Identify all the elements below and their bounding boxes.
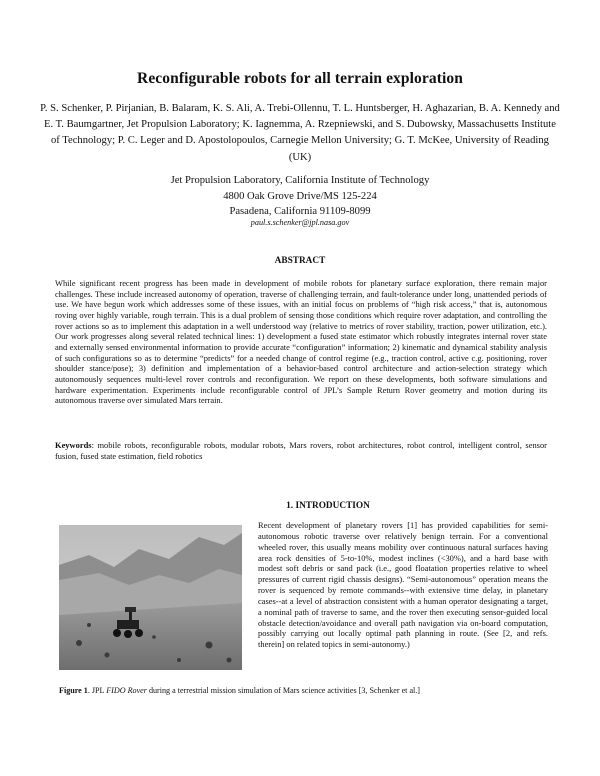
introduction-text: Recent development of planetary rovers [1] has provided capabilities for semi-autonomous robotic traverse over relatively benign terrain. For a conventional wheeled rover, this usually means mobility over continuous natural surfaces having area rock densities of 5-to-10%, modest inclines (<30%), and a hard base with modest soft debris or sand pack (i.e., good floatation properties relative to wheel pressures of current rigid chassis designs). “Semi-autonomous” operation means the rover is sequenced by remote commands--with extensive time delay, in planetary cases--at a level of abstraction consistent with a human operator designating a target, a nominal path of traverse to same, and the rover then executing sensor-guided local obstacle detection/avoidance and overall path navigation via on-board computation, possibly carrying out locally optimal path planning in route. (See [2, and refs. therein] on related topics in semi-autonomy.) (258, 520, 548, 650)
keywords-label: Keywords (55, 440, 92, 450)
affiliation-address: 4800 Oak Grove Drive/MS 125-224 (223, 190, 377, 202)
keywords-list: : mobile robots, reconfigurable robots, modular robots, Mars rovers, robot architectures, robot control, intelligent control, sensor fusion, fused state estimation, field robotics (55, 440, 547, 461)
section-heading-introduction: 1. INTRODUCTION (286, 501, 370, 511)
affiliation-line: Jet Propulsion Laboratory, California Institute of Technology (170, 175, 430, 186)
rover-photo-illustration (59, 525, 242, 670)
affiliation-city: Pasadena, California 91109-8099 (229, 206, 371, 217)
caption-text-pre: . JPL (87, 686, 107, 695)
author-list: P. S. Schenker, P. Pirjanian, B. Balaram, K. S. Ali, A. Trebi-Ollennu, T. L. Huntsberger, H. Aghazarian, B. A. Kennedy and E. T. Baumgartner, Jet Propulsion Laboratory; K. Iagnemma, A. Rzepniewski, and S. Dubowsky, Massachusetts Institute of Technology; P. C. Leger and D. Apostolopoulos, Carnegie Mellon University; G. T. McKee, University of Reading (UK) (40, 103, 560, 163)
figure-label: Figure 1 (59, 686, 88, 695)
affiliation-block (0, 173, 600, 220)
figure-rover-photo (59, 525, 242, 670)
author-email: paul.s.schenker@jpl.nasa.gov (250, 218, 350, 227)
abstract-heading: ABSTRACT (274, 256, 326, 266)
figure-caption (59, 686, 549, 695)
caption-rover-name: FIDO Rover (106, 686, 147, 695)
caption-text-post: during a terrestrial mission simulation of Mars science activities [3, Schenker et al.] (146, 686, 421, 695)
abstract-text: While significant recent progress has been made in development of mobile robots for planetary surface exploration, there remain major challenges. These include increased autonomy of operation, traverse of challenging terrain, and fault-tolerance under long, unattended periods of use. We have begun work which addresses some of these issues, with an initial focus on problems of “high risk access,” that is, autonomous roving over highly variable, rough terrain. This is a dual problem of sensing those conditions which require rover adaptation, and controlling the rover actions so as to implement this adaptation in a well understood way (relative to metrics of rover stability, traction, power utilization, etc.). Our work progresses along several related technical lines: 1) development a fused state estimator which robustly integrates internal rover state and externally sensed environmental information to provide accurate “configuration” information; 2) kinematic and dynamical stability analysis of such configurations so as to determine “predicts” for a needed change of control regime (e.g., traction control, active c.g. positioning, rover shoulder stance/pose); 3) definition and implementation of a behavior-based control architecture and action-selection strategy which autonomously sequences multi-level rover controls and reconfiguration. We report on these developments, both software simulations and hardware experimentation. Experiments include reconfigurable control of JPL’s Sample Return Rover geometry and motion during its autonomous traverse over simulated Mars terrain. (55, 278, 547, 406)
keywords-paragraph (55, 440, 547, 461)
paper-title: Reconfigurable robots for all terrain exploration (137, 70, 463, 87)
